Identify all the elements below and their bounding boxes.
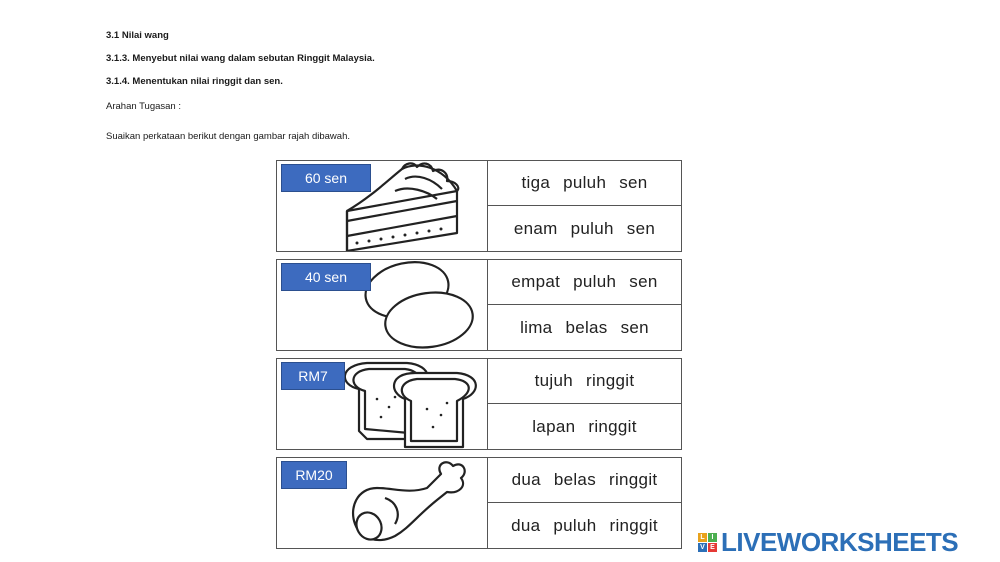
chicken-picture [277,458,488,548]
option-empat-puluh-sen[interactable]: empat puluh sen [488,260,681,305]
brand-name: LIVEWORKSHEETS [721,527,959,557]
logo-letter-i: I [708,533,717,542]
tag-60-sen[interactable]: 60 sen [281,164,371,192]
tag-rm7[interactable]: RM7 [281,362,345,390]
instruction-label: Arahan Tugasan : [106,101,181,112]
objective-3-1-4: 3.1.4. Menentukan nilai ringgit dan sen. [106,76,283,87]
option-lapan-ringgit[interactable]: lapan ringgit [532,416,637,436]
match-row-eggs [276,259,682,351]
logo-letter-e: E [708,543,717,552]
tag-rm20[interactable]: RM20 [281,461,347,489]
logo-letter-v: V [698,543,707,552]
option-tujuh-ringgit[interactable]: tujuh ringgit [488,359,681,404]
option-enam-puluh-sen[interactable]: enam puluh sen [513,218,656,238]
objective-title: 3.1 Nilai wang [106,30,169,41]
match-row-chicken [276,457,682,549]
eggs-picture [277,260,488,350]
option-dua-puluh-ringgit[interactable]: dua puluh ringgit [511,515,658,535]
option-tiga-puluh-sen[interactable]: tiga puluh sen [488,161,681,206]
option-lima-belas-sen[interactable]: lima belas sen [520,317,649,337]
logo-mark-icon [698,533,717,552]
tag-40-sen[interactable]: 40 sen [281,263,371,291]
objective-3-1-3: 3.1.3. Menyebut nilai wang dalam sebutan Ringgit Malaysia. [106,53,375,64]
bread-picture [277,359,488,449]
instruction-text: Suaikan perkataan berikut dengan gambar rajah dibawah. [106,131,350,142]
cake-picture [277,161,488,251]
match-row-cake [276,160,682,252]
liveworksheets-logo [698,527,958,558]
match-row-bread [276,358,682,450]
option-dua-belas-ringgit[interactable]: dua belas ringgit [488,458,681,503]
logo-letter-l: L [698,533,707,542]
